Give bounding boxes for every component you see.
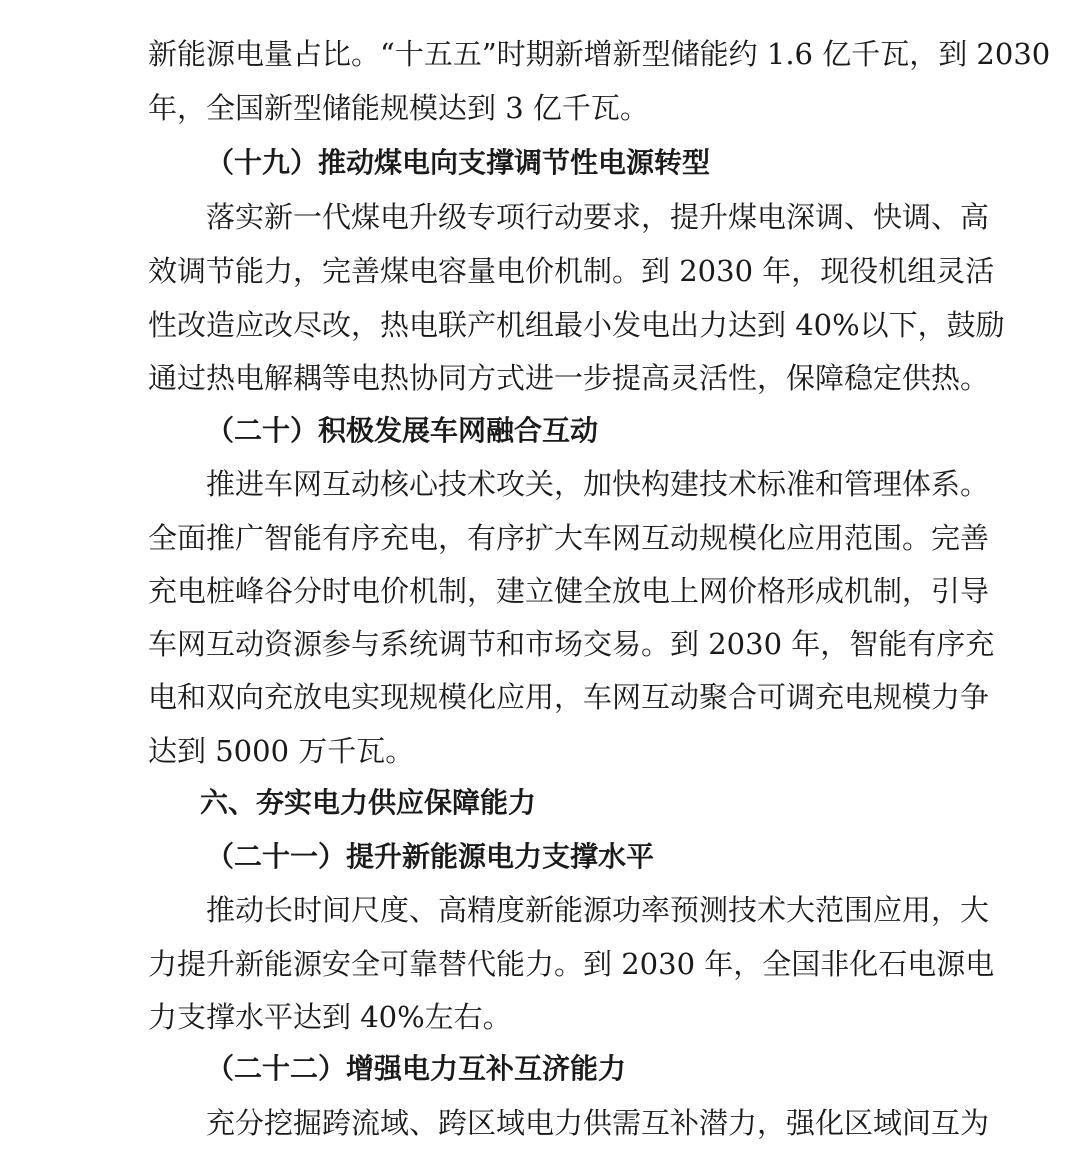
section-heading-21: （二十一）提升新能源电力支撑水平 (206, 840, 655, 873)
body-line: 推动长时间尺度、高精度新能源功率预测技术大范围应用，大 (206, 893, 990, 927)
body-line: 力支撑水平达到 40%左右。 (148, 1000, 512, 1034)
body-line: 电和双向充放电实现规模化应用，车网互动聚合可调充电规模力争 (148, 680, 990, 714)
body-line: 年，全国新型储能规模达到 3 亿千瓦。 (148, 91, 649, 125)
body-line: 全面推广智能有序充电，有序扩大车网互动规模化应用范围。完善 (148, 521, 990, 555)
body-line: 效调节能力，完善煤电容量电价机制。到 2030 年，现役机组灵活 (148, 254, 995, 288)
body-line: 性改造应改尽改，热电联产机组最小发电出力达到 40%以下，鼓励 (148, 308, 1005, 342)
chapter-heading-6: 六、夯实电力供应保障能力 (200, 786, 537, 819)
body-line: 通过热电解耦等电热协同方式进一步提高灵活性，保障稳定供热。 (148, 361, 990, 395)
section-heading-19: （十九）推动煤电向支撑调节性电源转型 (206, 146, 711, 179)
section-heading-20: （二十）积极发展车网融合互动 (206, 414, 599, 447)
body-line: 充分挖掘跨流域、跨区域电力供需互补潜力，强化区域间互为 (206, 1106, 990, 1140)
body-line: 落实新一代煤电升级专项行动要求，提升煤电深调、快调、高 (206, 200, 990, 234)
body-line: 达到 5000 万千瓦。 (148, 734, 415, 768)
body-line: 推进车网互动核心技术攻关，加快构建技术标准和管理体系。 (206, 467, 990, 501)
section-heading-22: （二十二）增强电力互补互济能力 (206, 1052, 627, 1085)
body-line: 车网互动资源参与系统调节和市场交易。到 2030 年，智能有序充 (148, 627, 995, 661)
body-line: 新能源电量占比。“十五五”时期新增新型储能约 1.6 亿千瓦，到 2030 (148, 37, 1051, 71)
body-line: 充电桩峰谷分时电价机制，建立健全放电上网价格形成机制，引导 (148, 574, 990, 608)
body-line: 力提升新能源安全可靠替代能力。到 2030 年，全国非化石电源电 (148, 947, 995, 981)
